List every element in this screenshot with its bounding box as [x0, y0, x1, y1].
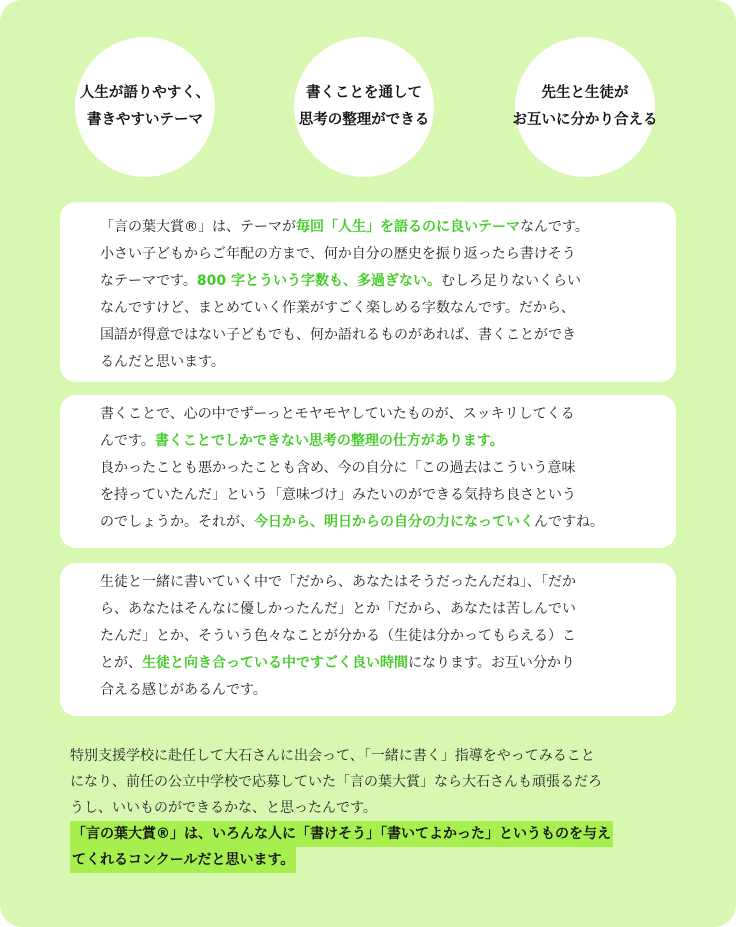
- card2-line2: [100, 428, 636, 455]
- feature-circle-3: [512, 37, 658, 177]
- card1-highlight: 800 字とういう字数も、多過ぎない。: [196, 273, 441, 289]
- feature-circle-2: [294, 37, 434, 177]
- card1-text: なんです。: [520, 219, 589, 235]
- card3-line2: ら、あなたはそんなに優しかったんだ」とか「だから、あなたは苦しんでい: [100, 601, 576, 617]
- card3-line3: たんだ」とか、そういう色々なことが分かる（生徒は分かってもらえる）こ: [100, 628, 576, 644]
- marker-text: てくれるコンクールだと思います。: [70, 847, 296, 873]
- marker-text: 「言の葉大賞®」は、いろんな人に「書けそう」「書いてよかった」というものを与え: [70, 821, 613, 847]
- closing-line2: になり、前任の公立中学校で応募していた「言の葉大賞」なら大石さんも頑張るだろ: [70, 774, 602, 790]
- card2-text: んですね。: [534, 514, 604, 530]
- card2-text: のでしょうか。それが、: [100, 514, 254, 530]
- card2-line1: 書くことで、心の中でずーっとモヤモヤしていたものが、スッキリしてくる: [100, 406, 575, 422]
- quote-card-3: [60, 563, 676, 716]
- card2-highlight: 今日から、明日からの自分の力になっていく: [254, 514, 534, 530]
- card1-text: 「言の葉大賞®」は、テーマが: [100, 219, 296, 235]
- card2-highlight: 書くことでしかできない思考の整理の仕方があります。: [154, 433, 504, 449]
- feature-3-line2: お互いに分かり合える: [512, 112, 658, 128]
- card2-line5: [100, 509, 636, 536]
- card3-text: とが、: [100, 655, 142, 671]
- closing-highlight-2: [70, 847, 680, 873]
- feature-1-line2: 書きやすいテーマ: [87, 112, 203, 128]
- card2-line3: 良かったことも悪かったことも含め、今の自分に「この過去はこういう意味: [100, 460, 576, 476]
- quote-card-1: [60, 202, 676, 382]
- closing-highlight-1: [70, 821, 680, 847]
- quote-card-2: [60, 395, 676, 548]
- card1-line5: 国語が得意ではない子どもでも、何か語れるものがあれば、書くことができ: [100, 327, 576, 343]
- card3-line5: 合える感じがあるんです。: [100, 682, 267, 698]
- card3-highlight: 生徒と向き合っている中ですごく良い時間: [142, 655, 408, 671]
- card3-text: になります。お互い分かり: [408, 655, 575, 671]
- card1-line1: [100, 214, 636, 241]
- card2-text: んです。: [100, 433, 155, 449]
- card1-text: むしろ足りないくらい: [441, 273, 581, 289]
- closing-paragraph: [70, 743, 680, 873]
- feature-2-line1: 書くことを通して: [306, 85, 422, 101]
- feature-2-line2: 思考の整理ができる: [298, 112, 430, 128]
- card1-line3: [100, 268, 636, 295]
- card2-line4: を持っていたんだ」という「意味づけ」みたいのができる気持ち良さという: [100, 487, 576, 503]
- card1-text: なテーマです。: [100, 273, 197, 289]
- card3-line1: 生徒と一緒に書いていく中で「だから、あなたはそうだったんだね」、「だか: [100, 574, 576, 590]
- feature-3-line1: 先生と生徒が: [541, 85, 629, 101]
- closing-line3: うし、いいものができるかな、と思ったんです。: [70, 800, 377, 816]
- card1-line6: るんだと思います。: [100, 354, 225, 370]
- feature-1-line1: 人生が語りやすく、: [79, 85, 211, 101]
- card1-line4: なんですけど、まとめていく作業がすごく楽しめる字数なんです。だから、: [100, 300, 575, 316]
- closing-line1: 特別支援学校に赴任して大石さんに出会って、「一緒に書く」指導をやってみること: [70, 748, 595, 764]
- card1-line2: 小さい子どもからご年配の方まで、何か自分の歴史を振り返ったら書けそう: [100, 246, 576, 262]
- card1-highlight: 毎回「人生」を語るのに良いテーマ: [296, 219, 520, 235]
- card3-line4: [100, 650, 636, 677]
- feature-circle-1: [75, 37, 215, 177]
